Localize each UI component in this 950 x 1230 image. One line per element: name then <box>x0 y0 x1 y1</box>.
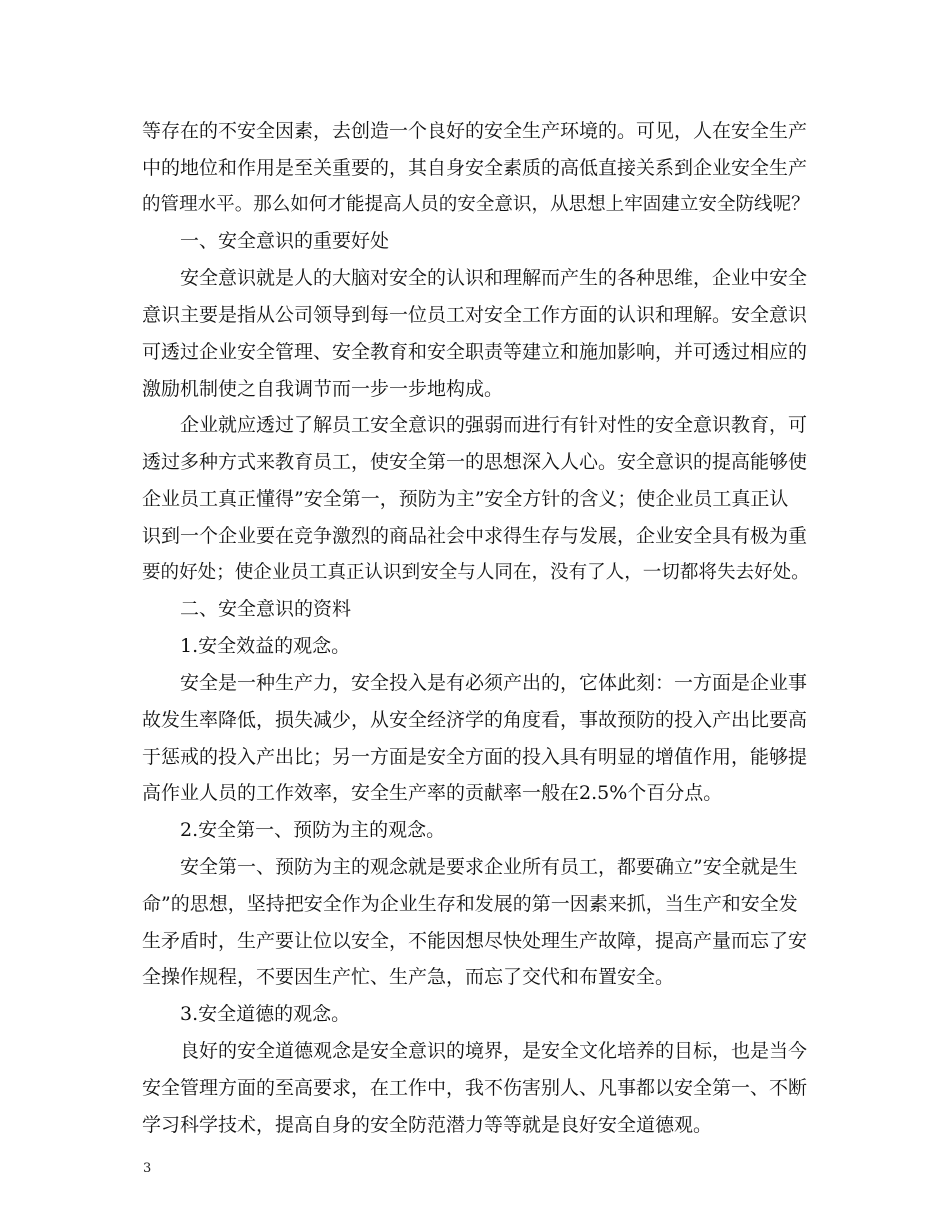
text-line: 3.安全道德的观念。 <box>180 1003 351 1026</box>
text-line: 企业就应透过了解员工安全意识的强弱而进行有针对性的安全意识教育，可 <box>180 414 808 437</box>
text-line: 的管理水平。那么如何才能提高人员的安全意识，从思想上牢固建立安全防线呢？ <box>142 193 810 215</box>
text-line: 识到一个企业要在竞争激烈的商品社会中求得生存与发展，企业安全具有极为重 <box>142 524 808 547</box>
text-line: 二、安全意识的资料 <box>180 598 352 621</box>
text-line: 透过多种方式来教育员工，使安全第一的思想深入人心。安全意识的提高能够使 <box>142 451 808 474</box>
text-line: 意识主要是指从公司领导到每一位员工对安全工作方面的认识和理解。安全意识 <box>142 303 808 326</box>
text-line: 生矛盾时，生产要让位以安全，不能因想尽快处理生产故障，提高产量而忘了安 <box>142 929 808 952</box>
text-line: 安全意识就是人的大脑对安全的认识和理解而产生的各种思维，企业中安全 <box>180 267 808 290</box>
text-line: 中的地位和作用是至关重要的，其自身安全素质的高低直接关系到企业安全生产 <box>142 156 808 179</box>
text-line: 安全是一种生产力，安全投入是有必须产出的，它体此刻：一方面是企业事 <box>180 671 808 694</box>
text-line: 2.安全第一、预防为主的观念。 <box>180 819 446 842</box>
text-line: 于惩戒的投入产出比；另一方面是安全方面的投入具有明显的增值作用，能够提 <box>142 745 808 768</box>
text-line: 安全第一、预防为主的观念就是要求企业所有员工，都要确立”安全就是生 <box>180 855 798 878</box>
text-line: 故发生率降低，损失减少，从安全经济学的角度看，事故预防的投入产出比要高 <box>142 708 808 731</box>
text-line: 可透过企业安全管理、安全教育和安全职责等建立和施加影响，并可透过相应的 <box>142 340 808 363</box>
text-line: 安全管理方面的至高要求，在工作中，我不伤害别人、凡事都以安全第一、不断 <box>142 1076 808 1099</box>
text-line: 高作业人员的工作效率，安全生产率的贡献率一般在2.5%个百分点。 <box>142 782 723 805</box>
page-number: 3 <box>143 1161 152 1176</box>
text-line: 等存在的不安全因素，去创造一个良好的安全生产环境的。可见，人在安全生产 <box>142 120 808 142</box>
text-line: 命”的思想，坚持把安全作为企业生存和发展的第一因素来抓，当生产和安全发 <box>142 892 798 915</box>
text-line: 企业员工真正懂得”安全第一，预防为主”安全方针的含义；使企业员工真正认 <box>142 487 789 510</box>
text-line: 激励机制使之自我调节而一步一步地构成。 <box>142 377 504 400</box>
text-line: 全操作规程，不要因生产忙、生产急，而忘了交代和布置安全。 <box>142 966 675 989</box>
text-line: 要的好处；使企业员工真正认识到安全与人同在，没有了人，一切都将失去好处。 <box>142 561 810 583</box>
body-text <box>142 113 810 1143</box>
text-line: 1.安全效益的观念。 <box>180 635 351 658</box>
text-line: 学习科学技术，提高自身的安全防范潜力等等就是良好安全道德观。 <box>142 1113 713 1136</box>
text-line: 良好的安全道德观念是安全意识的境界，是安全文化培养的目标，也是当今 <box>180 1039 808 1062</box>
text-line: 一、安全意识的重要好处 <box>180 230 390 253</box>
